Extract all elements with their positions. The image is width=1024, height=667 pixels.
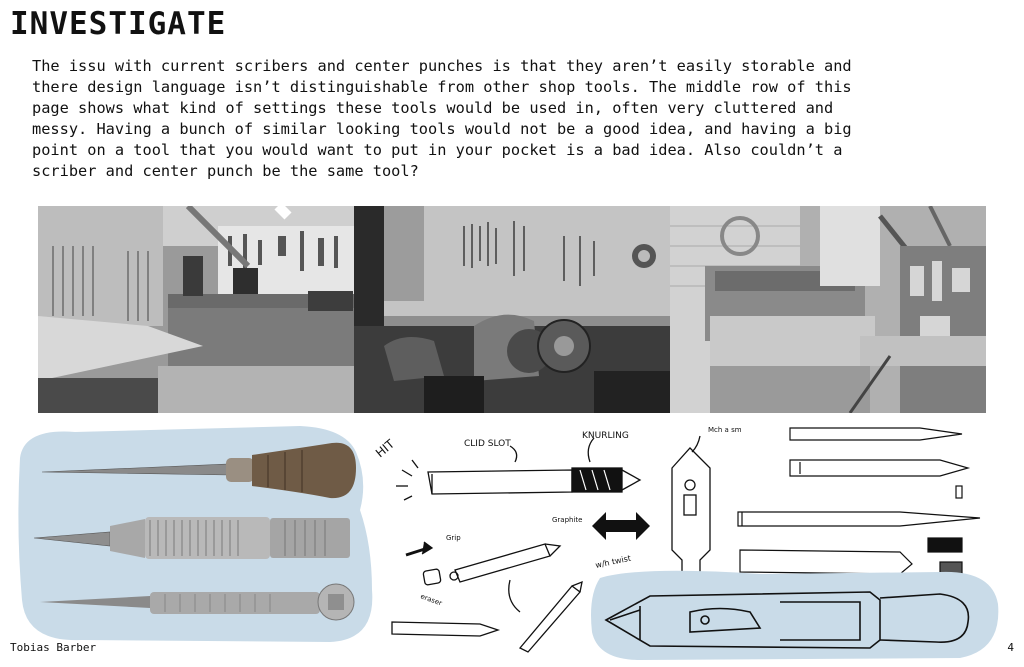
page-title: INVESTIGATE	[10, 6, 227, 42]
sketch-right-column	[738, 428, 980, 574]
graphite-label: Graphite	[552, 516, 583, 524]
mechanism-label: Mch a sm	[708, 426, 742, 434]
eraser-label: eraser	[419, 592, 444, 608]
page-number: 4	[1007, 641, 1014, 654]
workshop-photo-2	[354, 206, 670, 413]
workshop-photo-strip	[38, 206, 986, 413]
author-name: Tobias Barber	[10, 641, 97, 654]
sketch-mechanism-concept	[672, 426, 742, 580]
workshop-photo-1	[38, 206, 354, 413]
sketch-pencil-concept	[392, 516, 582, 652]
hit-label: HIT	[372, 436, 398, 461]
with-twist-label: w/h twist	[594, 553, 632, 570]
sketch-hit-concept	[373, 431, 640, 500]
workshop-photo-3	[670, 206, 986, 413]
knurling-label: KNURLING	[582, 431, 629, 441]
sketch-twist-arrows	[592, 512, 650, 570]
grip-label: Grip	[446, 534, 461, 542]
intro-paragraph: The issu with current scribers and center punches is that they aren’t easily storable and there design language isn’t distinguishable from other shop tools. The middle row of this page shows what kind of settings these tools would be used in, often very cluttered and messy. Having a bunch of similar looking tools would not be a good idea, and having a big point on a tool that you would want to put in your pocket is a bad idea. Also couldn’t a scriber and center punch be the same tool?	[32, 57, 852, 180]
clip-slot-label: CLID SLOT	[464, 439, 511, 449]
sketch-area	[0, 420, 1024, 663]
